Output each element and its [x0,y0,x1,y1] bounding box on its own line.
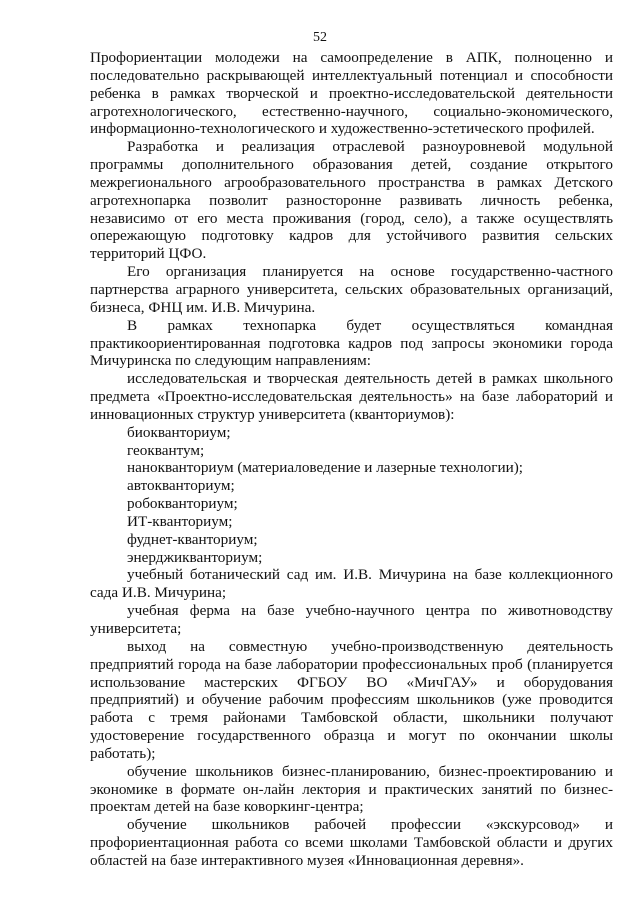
paragraph-organization: Его организация планируется на основе государственно-частного партнерства аграрного университета, сельских образовательных организаций, бизнеса, ФНЦ им. И.В. Мичурина. [90,263,613,316]
paragraph-production-activity: выход на совместную учебно-производственную деятельность предприятий города на базе лаборатории профессиональных проб (планируется использование мастерских ФГБОУ ВО «МичГАУ» и оборудования предприятий) и обучение рабочим профессиям школьников (уже проводится работа с тремя районами Тамбовской области, школьники получают удостоверение государственного образца и могут по окончании школы работать); [90,637,613,762]
paragraph-botanical-garden: учебный ботанический сад им. И.В. Мичурина на базе коллекционного сада И.В. Мичурина; [90,566,613,602]
paragraph-program-development: Разработка и реализация отраслевой разноуровневой модульной программы дополнительного образования детей, создание открытого межрегионального агрообразовательного пространства в рамках Детского агротехнопарка позволит разносторонне развивать личность ребенка, независимо от его места проживания (город, село), а также осуществлять опережающую подготовку кадров для устойчивого развития сельских территорий ЦФО. [90,138,613,263]
paragraph-technopark: В рамках технопарка будет осуществляться командная практикоориентированная подготовка кадров под запросы экономики города Мичуринска по следующим направлениям: [90,316,613,370]
paragraph-business-training: обучение школьников бизнес-планированию, бизнес-проектированию и экономике в формате он-лайн лектория и практических занятий по бизнес-проектам детей на базе коворкинг-центра; [90,762,613,816]
page-content [90,49,613,870]
list-item-kvantorium: нанокванториум (материаловедение и лазерные технологии); [127,459,523,477]
list-item-kvantorium: автокванториум; [127,477,235,495]
list-item-kvantorium: ИТ-кванториум; [127,512,233,530]
list-item-kvantorium: энерджикванториум; [127,548,263,566]
list-item-kvantorium: биокванториум; [127,423,231,441]
paragraph-farm: учебная ферма на базе учебно-научного центра по животноводству университета; [90,602,613,637]
list-item-kvantorium: фуднет-кванториум; [127,530,258,548]
paragraph-profiles: Профориентации молодежи на самоопределение в АПК, полноценно и последовательно раскрывающей интеллектуальный потенциал и способности ребенка в рамках творческой и проектно-исследовательской деятельности агротехнологического, естественно-научного, социально-экономического, информационно-технологического и художественно-эстетического профилей. [90,49,613,138]
paragraph-research-activity: исследовательская и творческая деятельность детей в рамках школьного предмета «Проектно-исследовательская деятельность» на базе лабораторий и инновационных структур университета (кванториумов): [90,370,613,423]
list-item-kvantorium: робокванториум; [127,495,238,513]
page-number: 52 [313,30,327,45]
paragraph-guide-training: обучение школьников рабочей профессии «экскурсовод» и профориентационная работа со всеми школами Тамбовской области и других областей на базе интерактивного музея «Инновационная деревня». [90,816,613,869]
list-item-kvantorium: геоквантум; [127,441,205,459]
